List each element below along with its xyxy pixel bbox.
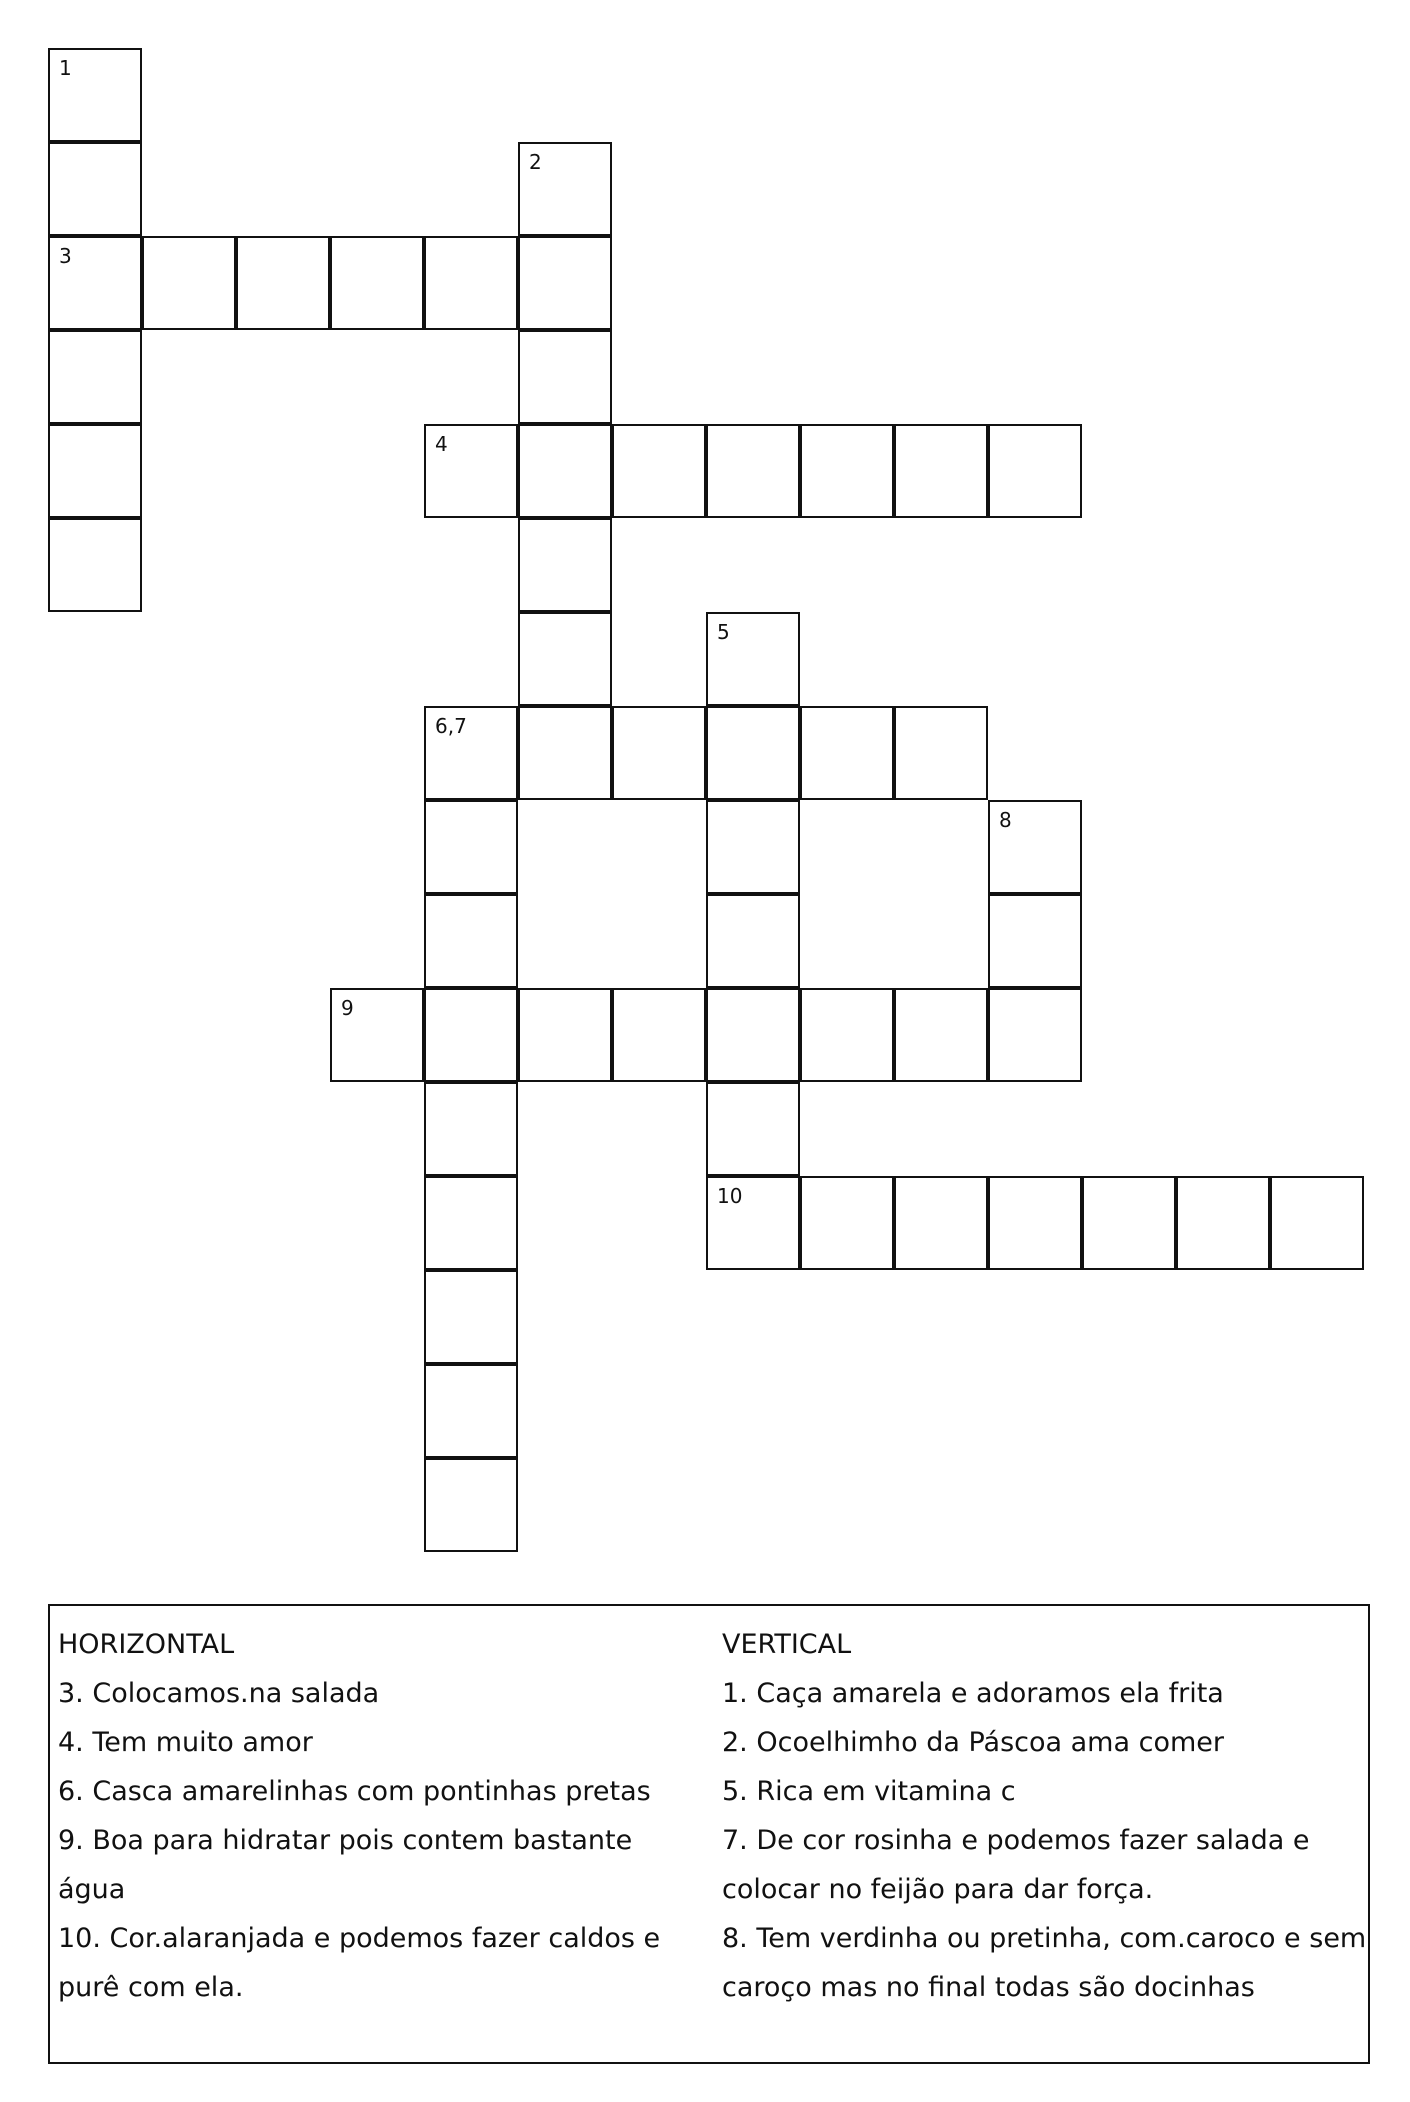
crossword-cell[interactable]: [800, 424, 894, 518]
crossword-cell[interactable]: [48, 48, 142, 142]
clue-number: 5: [717, 620, 730, 644]
crossword-cell[interactable]: [612, 424, 706, 518]
vertical-heading: VERTICAL: [722, 1629, 852, 1660]
clue-line: água: [58, 1874, 126, 1905]
crossword-cell[interactable]: [142, 236, 236, 330]
clue-number: 10: [717, 1184, 743, 1208]
clue-line: 7. De cor rosinha e podemos fazer salada e: [722, 1825, 1310, 1856]
crossword-cell[interactable]: [518, 518, 612, 612]
clue-number: 3: [59, 244, 72, 268]
clue-line: 3. Colocamos.na salada: [58, 1678, 380, 1709]
crossword-cell[interactable]: [706, 1082, 800, 1176]
crossword-cell[interactable]: [518, 424, 612, 518]
clue-line: colocar no feijão para dar força.: [722, 1874, 1154, 1905]
crossword-cell[interactable]: [612, 988, 706, 1082]
crossword-cell[interactable]: [424, 1364, 518, 1458]
horizontal-heading: HORIZONTAL: [58, 1629, 235, 1660]
crossword-cell[interactable]: [988, 424, 1082, 518]
crossword-cell[interactable]: [706, 894, 800, 988]
crossword-cell[interactable]: [424, 800, 518, 894]
crossword-cell[interactable]: [424, 894, 518, 988]
crossword-cell[interactable]: [236, 236, 330, 330]
clues-box: [48, 1604, 1370, 2064]
clue-number: 8: [999, 808, 1012, 832]
crossword-cell[interactable]: [330, 236, 424, 330]
clue-line: 10. Cor.alaranjada e podemos fazer caldos e: [58, 1923, 661, 1954]
crossword-cell[interactable]: [894, 424, 988, 518]
crossword-cell[interactable]: [424, 424, 518, 518]
crossword-cell[interactable]: [706, 612, 800, 706]
clue-line: caroço mas no final todas são docinhas: [722, 1972, 1255, 2003]
crossword-cell[interactable]: [48, 518, 142, 612]
crossword-cell[interactable]: [424, 1458, 518, 1552]
crossword-cell[interactable]: [518, 142, 612, 236]
clue-number: 6,7: [435, 714, 467, 738]
crossword-cell[interactable]: [424, 706, 518, 800]
crossword-cell[interactable]: [424, 1270, 518, 1364]
clue-line: 4. Tem muito amor: [58, 1727, 313, 1758]
crossword-cell[interactable]: [988, 800, 1082, 894]
crossword-cell[interactable]: [48, 236, 142, 330]
crossword-cell[interactable]: [800, 988, 894, 1082]
crossword-cell[interactable]: [894, 706, 988, 800]
crossword-cell[interactable]: [518, 988, 612, 1082]
clue-number: 2: [529, 150, 542, 174]
crossword-cell[interactable]: [424, 988, 518, 1082]
crossword-cell[interactable]: [48, 330, 142, 424]
crossword-cell[interactable]: [706, 1176, 800, 1270]
crossword-cell[interactable]: [48, 424, 142, 518]
crossword-cell[interactable]: [988, 988, 1082, 1082]
clue-line: 1. Caça amarela e adoramos ela frita: [722, 1678, 1224, 1709]
clue-line: 2. Ocoelhimho da Páscoa ama comer: [722, 1727, 1224, 1758]
crossword-cell[interactable]: [706, 424, 800, 518]
clue-line: purê com ela.: [58, 1972, 244, 2003]
clue-line: 6. Casca amarelinhas com pontinhas pretas: [58, 1776, 651, 1807]
crossword-cell[interactable]: [518, 236, 612, 330]
crossword-cell[interactable]: [424, 1176, 518, 1270]
clue-line: 5. Rica em vitamina c: [722, 1776, 1016, 1807]
crossword-cell[interactable]: [518, 706, 612, 800]
crossword-cell[interactable]: [424, 1082, 518, 1176]
crossword-cell[interactable]: [800, 706, 894, 800]
crossword-cell[interactable]: [706, 988, 800, 1082]
crossword-cell[interactable]: [894, 988, 988, 1082]
clue-number: 1: [59, 56, 72, 80]
crossword-cell[interactable]: [988, 1176, 1082, 1270]
clue-line: 8. Tem verdinha ou pretinha, com.caroco e sem: [722, 1923, 1367, 1954]
crossword-cell[interactable]: [988, 894, 1082, 988]
horizontal-clues: [58, 1620, 698, 2012]
crossword-cell[interactable]: [706, 800, 800, 894]
crossword-cell[interactable]: [612, 706, 706, 800]
crossword-cell[interactable]: [800, 1176, 894, 1270]
clue-number: 4: [435, 432, 448, 456]
crossword-cell[interactable]: [518, 330, 612, 424]
crossword-cell[interactable]: [1270, 1176, 1364, 1270]
crossword-cell[interactable]: [1176, 1176, 1270, 1270]
vertical-clues: [722, 1620, 1367, 2012]
crossword-cell[interactable]: [894, 1176, 988, 1270]
crossword-cell[interactable]: [48, 142, 142, 236]
crossword-cell[interactable]: [1082, 1176, 1176, 1270]
clue-number: 9: [341, 996, 354, 1020]
clue-line: 9. Boa para hidratar pois contem bastante: [58, 1825, 633, 1856]
crossword-cell[interactable]: [518, 612, 612, 706]
crossword-cell[interactable]: [706, 706, 800, 800]
crossword-cell[interactable]: [330, 988, 424, 1082]
crossword-cell[interactable]: [424, 236, 518, 330]
